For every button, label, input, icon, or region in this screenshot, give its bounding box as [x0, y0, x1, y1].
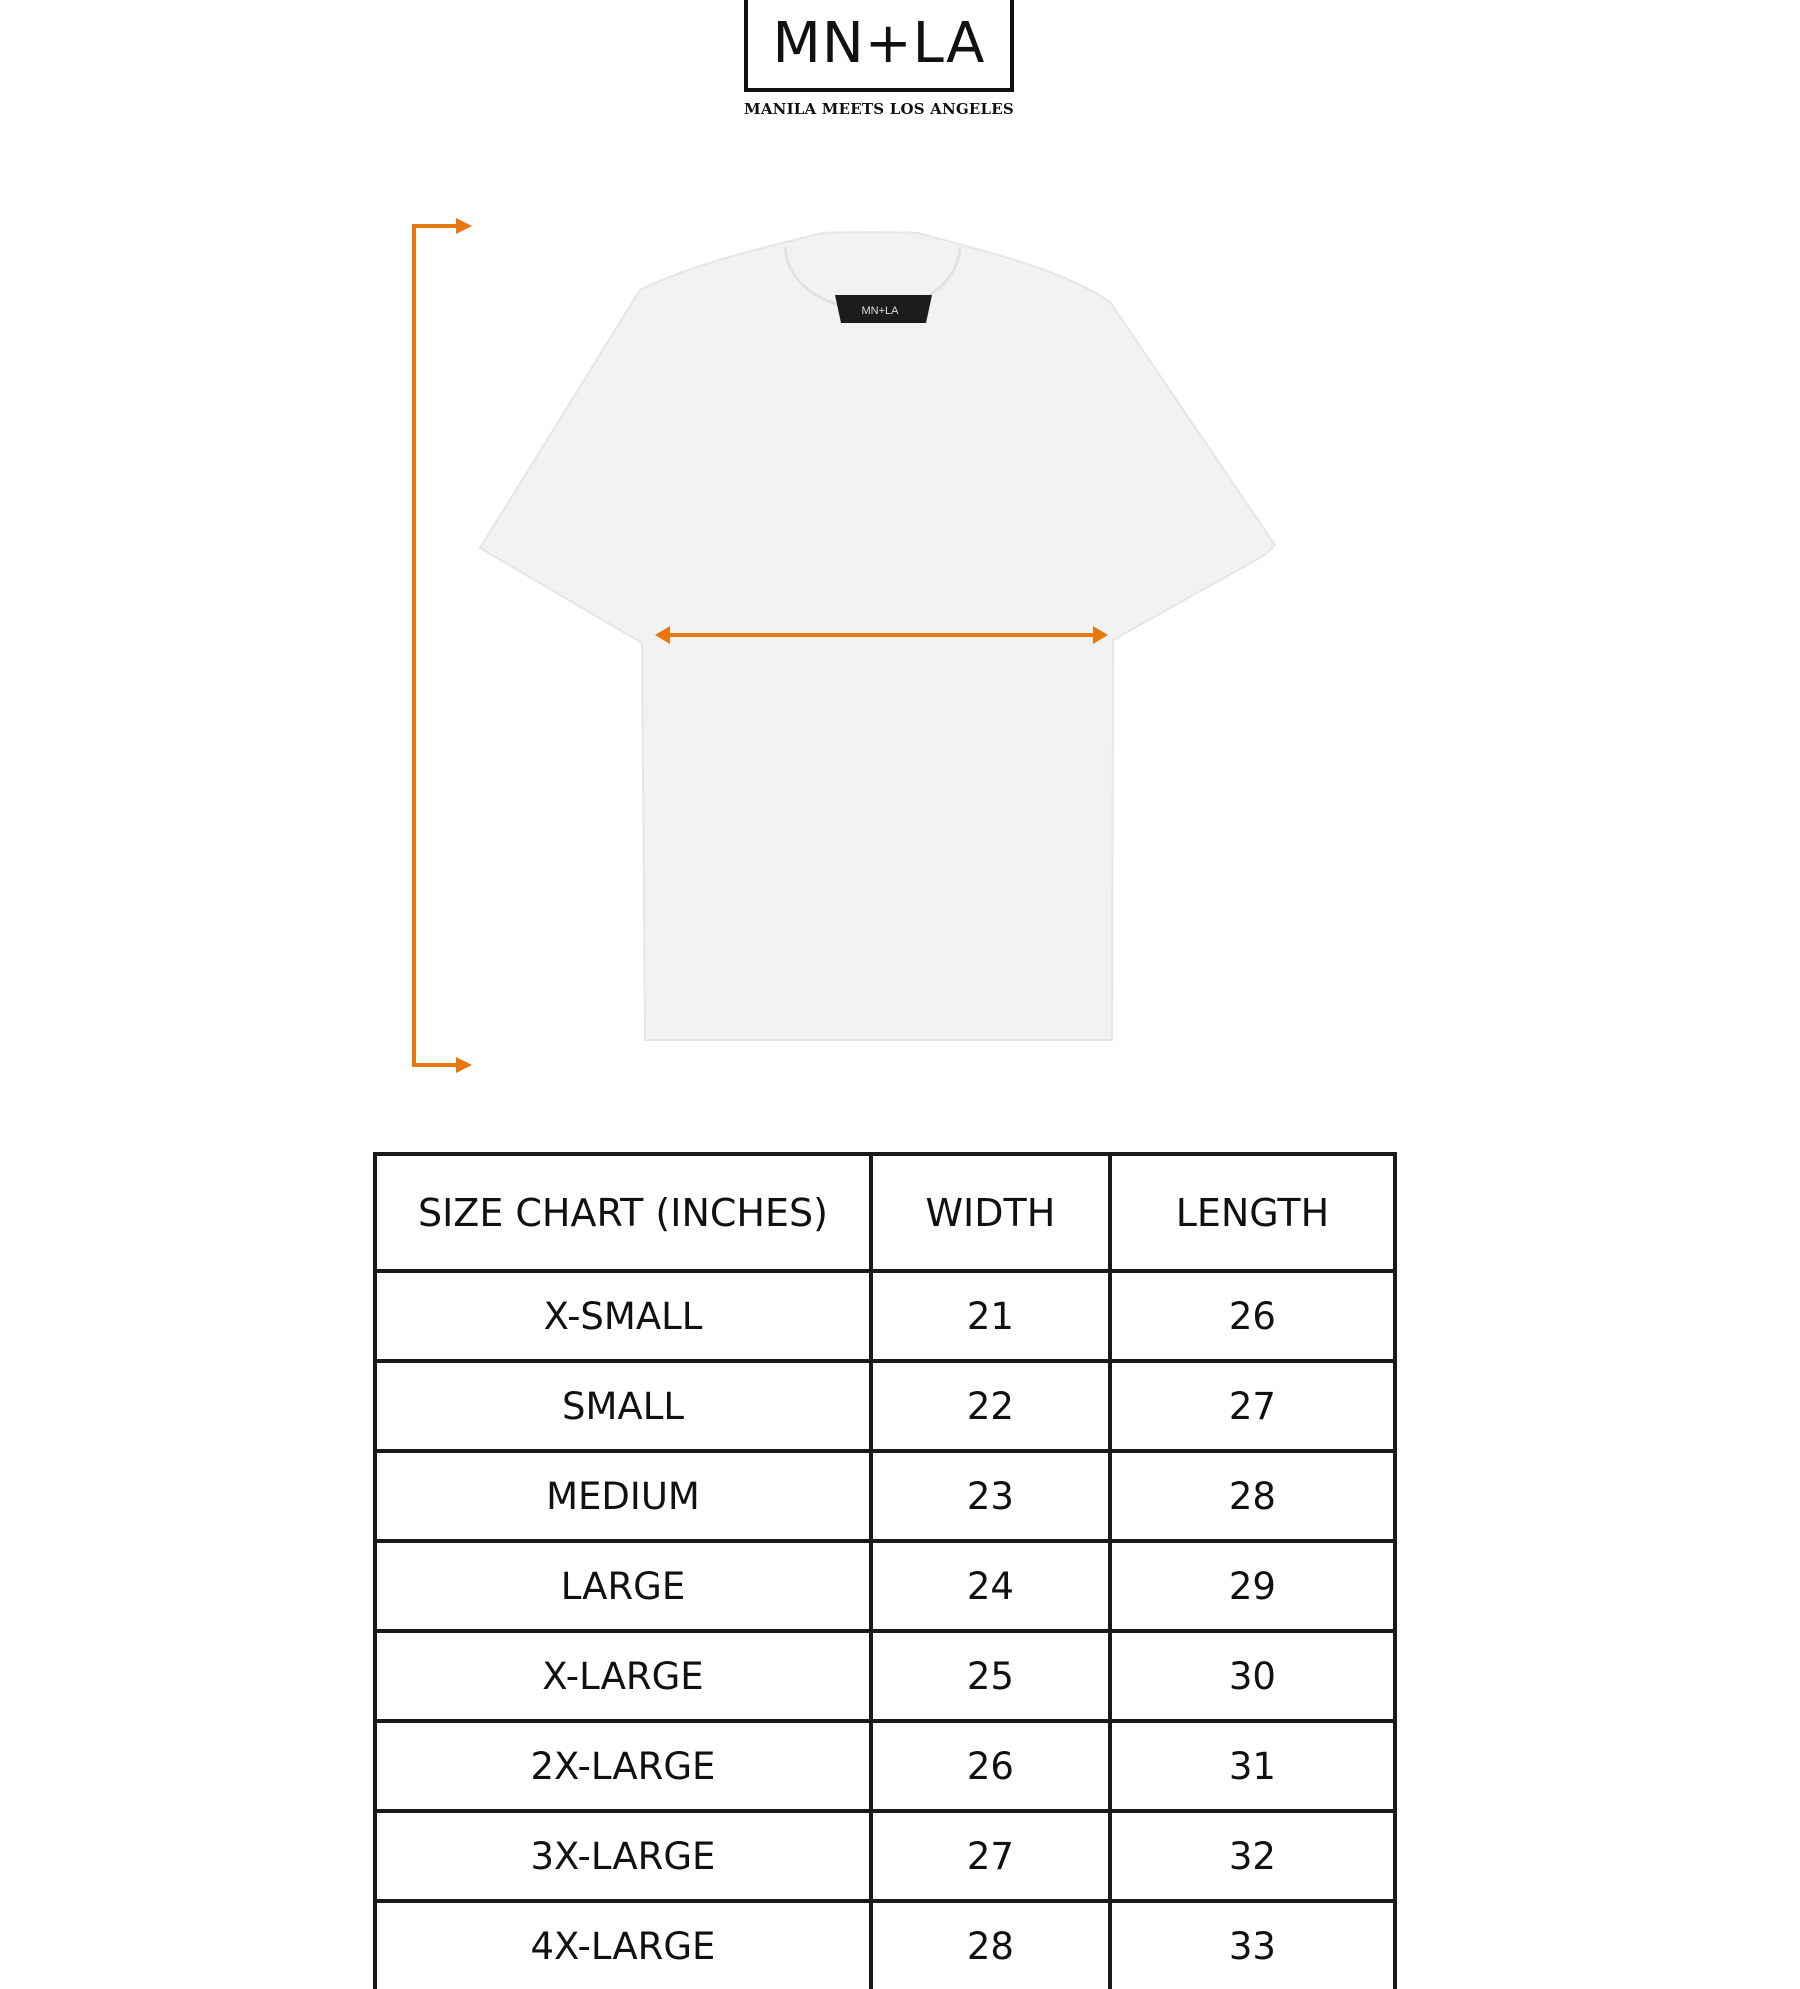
length-cell: 29 — [1110, 1541, 1395, 1631]
table-row — [375, 1631, 1395, 1721]
size-chart-header-row — [375, 1154, 1395, 1271]
size-cell: 4X-LARGE — [375, 1901, 871, 1989]
table-row — [375, 1811, 1395, 1901]
width-cell: 26 — [871, 1721, 1110, 1811]
width-cell: 23 — [871, 1451, 1110, 1541]
header-width: WIDTH — [871, 1154, 1110, 1271]
size-cell: LARGE — [375, 1541, 871, 1631]
size-cell: 3X-LARGE — [375, 1811, 871, 1901]
length-cell: 27 — [1110, 1361, 1395, 1451]
width-cell: 28 — [871, 1901, 1110, 1989]
table-row — [375, 1451, 1395, 1541]
neck-label-text: MN+LA — [861, 305, 899, 317]
width-cell: 25 — [871, 1631, 1110, 1721]
length-cell: 28 — [1110, 1451, 1395, 1541]
table-row — [375, 1541, 1395, 1631]
width-cell: 27 — [871, 1811, 1110, 1901]
size-cell: X-SMALL — [375, 1271, 871, 1361]
length-cell: 30 — [1110, 1631, 1395, 1721]
table-row — [375, 1901, 1395, 1989]
width-cell: 24 — [871, 1541, 1110, 1631]
width-cell: 22 — [871, 1361, 1110, 1451]
length-arrow-head-bottom — [456, 1057, 472, 1073]
size-cell: MEDIUM — [375, 1451, 871, 1541]
size-cell: SMALL — [375, 1361, 871, 1451]
length-arrow — [414, 226, 466, 1065]
length-arrow-head-top — [456, 218, 472, 234]
logo-text: MN+LA — [772, 10, 986, 76]
header-size-chart: SIZE CHART (INCHES) — [375, 1154, 871, 1271]
size-cell: X-LARGE — [375, 1631, 871, 1721]
logo-tagline: MANILA MEETS LOS ANGELES — [744, 100, 1014, 118]
size-cell: 2X-LARGE — [375, 1721, 871, 1811]
table-row — [375, 1271, 1395, 1361]
length-cell: 33 — [1110, 1901, 1395, 1989]
length-cell: 32 — [1110, 1811, 1395, 1901]
length-cell: 26 — [1110, 1271, 1395, 1361]
length-cell: 31 — [1110, 1721, 1395, 1811]
width-cell: 21 — [871, 1271, 1110, 1361]
size-chart-table — [373, 1152, 1397, 1989]
table-row — [375, 1361, 1395, 1451]
header-length: LENGTH — [1110, 1154, 1395, 1271]
table-row — [375, 1721, 1395, 1811]
